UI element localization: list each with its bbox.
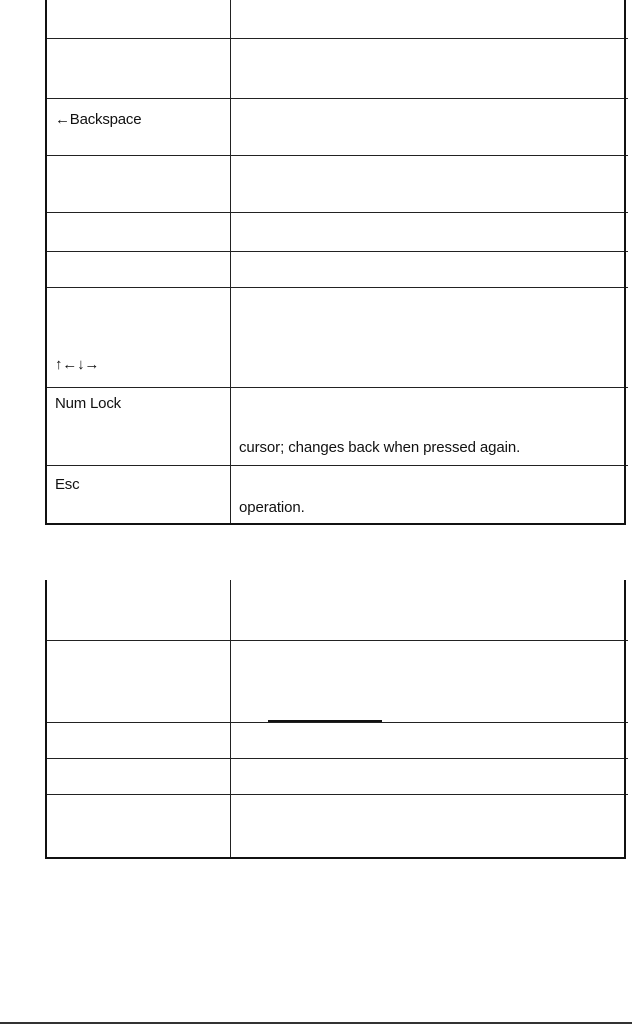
table-bottom-rule (45, 523, 626, 525)
table-row (47, 213, 628, 252)
row-description (230, 156, 628, 212)
row-description (230, 0, 628, 38)
row-description (230, 388, 628, 465)
table-row (47, 388, 628, 466)
table-right-border (624, 0, 626, 523)
row-description (230, 39, 628, 98)
row-description (230, 723, 628, 758)
row-description (230, 759, 628, 794)
backspace-key-label: ←Backspace (55, 111, 142, 128)
table-row (47, 795, 628, 857)
table-row (47, 39, 628, 99)
row-description (230, 99, 628, 155)
table-row (47, 723, 628, 759)
table-row (47, 759, 628, 795)
row-description (230, 641, 628, 722)
table-row (47, 156, 628, 213)
page-footer-rule (0, 1022, 632, 1024)
row-description (230, 795, 628, 857)
description-line: cursor; changes back when pressed again. (239, 439, 521, 456)
description-line: operation. (239, 499, 305, 516)
esc-key-label: Esc (55, 476, 80, 493)
key-table-1 (45, 0, 628, 523)
table-row (47, 466, 628, 523)
key-table-2 (45, 580, 628, 857)
num-lock-key-label: Num Lock (55, 395, 121, 412)
row-description (230, 466, 628, 523)
table-row (47, 288, 628, 388)
table-bottom-rule (45, 857, 626, 859)
table-row (47, 0, 628, 39)
table-row (47, 641, 628, 723)
row-description (230, 288, 628, 387)
table-row (47, 252, 628, 288)
arrow-keys-label: ↑←↓→ (55, 356, 100, 373)
partial-underline (268, 720, 382, 722)
row-description (230, 213, 628, 251)
row-description (230, 252, 628, 287)
table-row (47, 580, 628, 641)
table-right-border (624, 580, 626, 857)
row-description (230, 580, 628, 640)
table-row (47, 99, 628, 156)
